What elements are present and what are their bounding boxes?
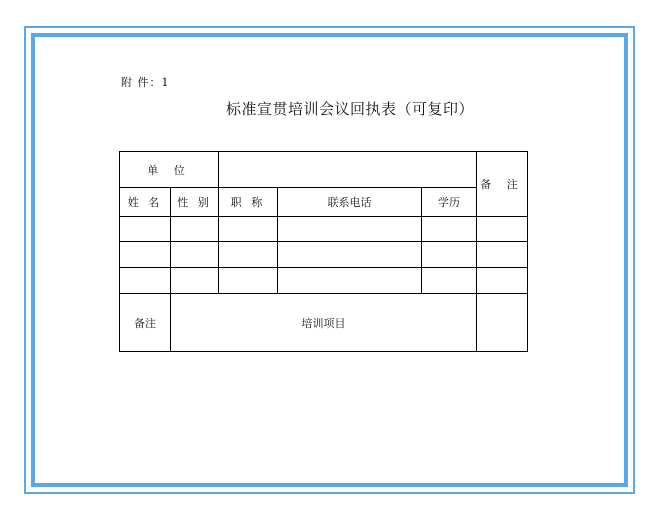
table-cell[interactable] [219, 242, 278, 268]
column-header-title: 职 称 [219, 188, 278, 217]
table-cell[interactable] [219, 268, 278, 294]
table-cell[interactable] [477, 242, 528, 268]
table-cell[interactable] [278, 268, 422, 294]
document-title: 标准宣贯培训会议回执表（可复印） [226, 100, 475, 118]
table-cell[interactable] [120, 217, 171, 242]
unit-row [120, 152, 528, 188]
training-items-cell: 培训项目 [171, 294, 477, 352]
column-header-phone: 联系电话 [278, 188, 422, 217]
table-row [120, 268, 528, 294]
table-cell[interactable] [120, 242, 171, 268]
header-row [120, 188, 528, 217]
attachment-label: 附 件：1 [121, 76, 170, 89]
table-cell[interactable] [278, 242, 422, 268]
table-cell[interactable] [477, 217, 528, 242]
remarks-value-cell[interactable] [477, 294, 528, 352]
table-cell[interactable] [422, 217, 477, 242]
remarks-row [120, 294, 528, 352]
table-row [120, 242, 528, 268]
table-cell[interactable] [219, 217, 278, 242]
unit-label-cell: 单 位 [120, 152, 219, 188]
table-cell[interactable] [422, 242, 477, 268]
table-cell[interactable] [171, 268, 219, 294]
table-cell[interactable] [422, 268, 477, 294]
table-row [120, 217, 528, 242]
remarks-header-cell: 备 注 [477, 152, 528, 217]
column-header-gender: 性 别 [171, 188, 219, 217]
table-cell[interactable] [278, 217, 422, 242]
column-header-name: 姓 名 [120, 188, 171, 217]
table-cell[interactable] [120, 268, 171, 294]
bottom-remarks-label: 备注 [120, 294, 171, 352]
table-cell[interactable] [171, 217, 219, 242]
column-header-education: 学历 [422, 188, 477, 217]
unit-value-cell[interactable] [219, 152, 477, 188]
receipt-table [119, 151, 528, 352]
table-cell[interactable] [171, 242, 219, 268]
table-cell[interactable] [477, 268, 528, 294]
